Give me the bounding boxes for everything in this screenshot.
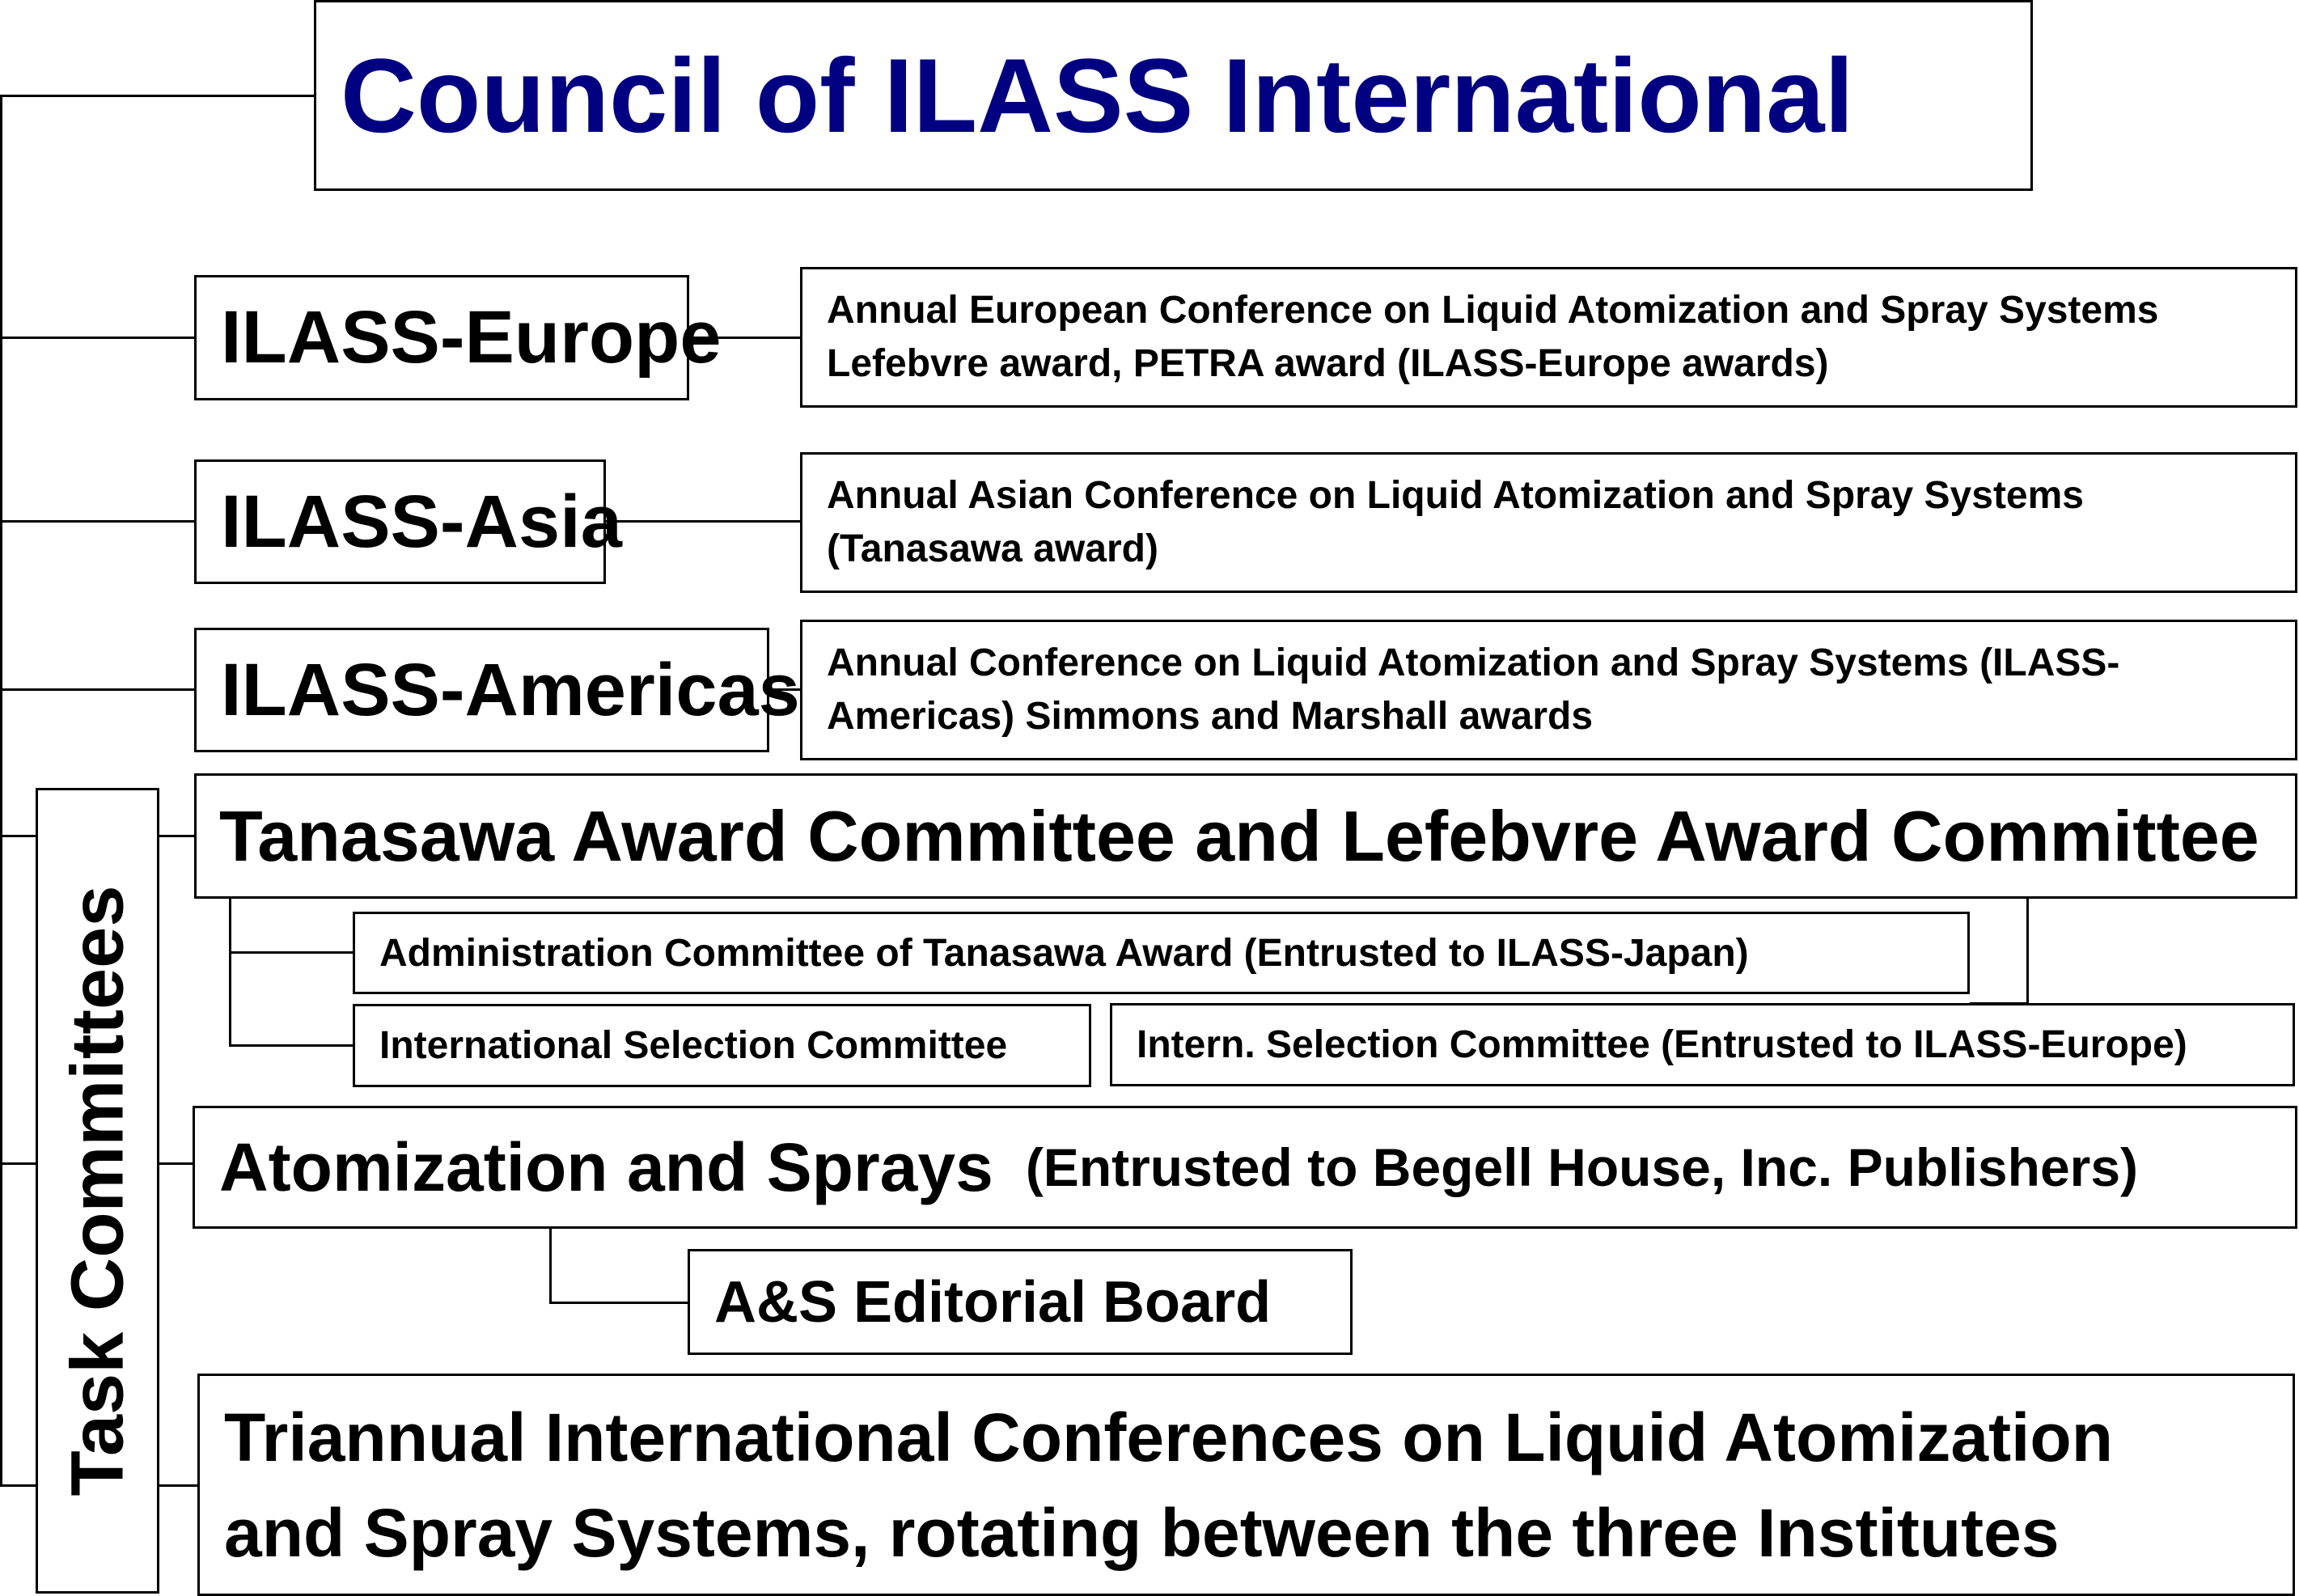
connector-task-journal: [157, 1162, 193, 1165]
institute-name: ILASS-Europe: [221, 296, 722, 379]
award-committee-box: [194, 773, 2297, 899]
task-committees-label: Task Committees: [56, 885, 138, 1497]
connector-task-triannual: [157, 1484, 197, 1487]
institute-box-asia: [194, 459, 622, 584]
task-committees-box: [36, 788, 159, 1594]
institute-name: ILASS-Americas: [221, 648, 800, 731]
connector-task-3: [0, 1484, 36, 1487]
intern-selection-title: Intern. Selection Committee (Entrusted to ILASS-Europe): [1137, 1023, 2187, 1066]
admin-committee-title: Administration Committee of Tanasawa Award (Entrusted to ILASS-Japan): [379, 931, 1749, 975]
connector-asia: [0, 520, 194, 523]
editorial-board-box: [688, 1249, 1353, 1355]
award-right-vertical: [2026, 897, 2029, 1004]
desc-line: Annual Asian Conference on Liquid Atomization and Spray Systems: [827, 474, 2084, 517]
triannual-box: [197, 1374, 2295, 1596]
institute-desc-asia: [800, 452, 2297, 593]
intl-selection-box: [353, 1004, 1091, 1087]
connector-council: [0, 95, 314, 97]
council-box: [314, 0, 2033, 191]
institute-desc-europe: [800, 267, 2297, 408]
connector-intl-selection: [229, 1044, 353, 1047]
desc-line: Annual European Conference on Liquid Atomization and Spray Systems: [827, 289, 2159, 332]
editorial-board-title: A&S Editorial Board: [714, 1269, 1272, 1335]
connector-task-1: [0, 835, 36, 837]
desc-line: (Tanasawa award): [827, 527, 1158, 570]
triannual-line: Triannual International Conferences on Liquid Atomization: [224, 1399, 2114, 1475]
award-committee-title: Tanasawa Award Committee and Lefebvre Award Committee: [219, 795, 2259, 876]
connector-task-award: [157, 835, 194, 837]
institute-desc-americas: [800, 620, 2297, 760]
intl-selection-title: International Selection Committee: [379, 1024, 1008, 1067]
desc-line: Lefebvre award, PETRA award (ILASS-Europe awards): [827, 342, 1829, 385]
council-title: Council of ILASS International: [341, 36, 1854, 155]
award-branch-vertical: [229, 897, 231, 1046]
main-spine-line: [0, 95, 2, 1485]
institute-box-americas: [194, 628, 800, 752]
triannual-line: and Spray Systems, rotating between the three Institutes: [224, 1494, 2060, 1571]
connector-europe: [0, 337, 194, 339]
intern-selection-box: [1110, 1003, 2295, 1086]
connector-task-2: [0, 1162, 36, 1165]
desc-line: Annual Conference on Liquid Atomization and Spray Systems (ILASS-: [827, 641, 2120, 684]
journal-box: [193, 1106, 2297, 1229]
connector-asia-desc: [603, 520, 800, 523]
connector-editorial: [549, 1302, 688, 1304]
institute-box-europe: [194, 275, 722, 400]
connector-admin: [229, 951, 353, 954]
journal-branch-vertical: [549, 1228, 552, 1303]
institute-name: ILASS-Asia: [221, 480, 622, 563]
journal-publisher: (Entrusted to Begell House, Inc. Publishers): [1025, 1137, 2139, 1197]
desc-line: Americas) Simmons and Marshall awards: [827, 695, 1594, 738]
connector-americas: [0, 688, 194, 691]
journal-name: Atomization and Sprays: [219, 1128, 993, 1205]
admin-committee-box: [353, 912, 1970, 994]
